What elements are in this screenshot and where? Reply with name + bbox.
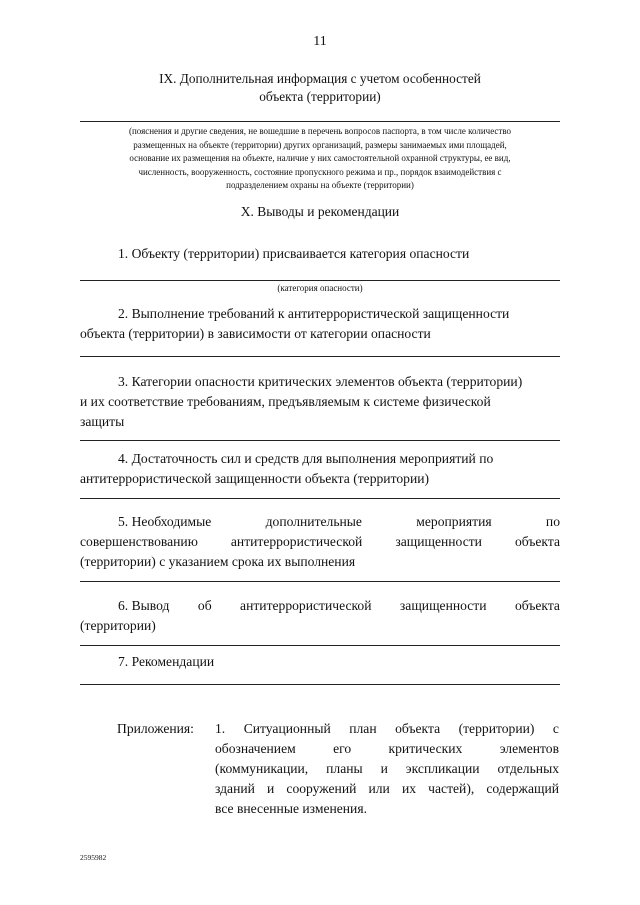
item-3-fill-line bbox=[80, 440, 560, 441]
appendix-word: план bbox=[349, 721, 377, 736]
item-5-paragraph bbox=[80, 512, 560, 572]
item-5-word: совершенствованию bbox=[80, 534, 198, 549]
appendix-line: обозначением его критических элементов bbox=[215, 741, 559, 756]
appendix-line: все внесенные изменения. bbox=[215, 801, 367, 816]
appendix-word: (территории) bbox=[458, 721, 535, 736]
section-ix-note-line: подразделением охраны на объекте (территории) bbox=[226, 180, 414, 191]
item-4-line: 4. Достаточность сил и средств для выполнения мероприятий по bbox=[118, 451, 494, 466]
item-5-word: защищенности bbox=[395, 534, 482, 549]
section-ix-note-line: (пояснения и другие сведения, не вошедшие в перечень вопросов паспорта, в том числе количество bbox=[128, 126, 512, 136]
appendix-word: Ситуационный bbox=[243, 721, 331, 736]
document-id: 2595982 bbox=[80, 853, 107, 862]
item-4-paragraph bbox=[80, 449, 560, 489]
item-5-word: по bbox=[545, 514, 560, 529]
page-number: 11 bbox=[313, 34, 327, 49]
item-4-line: антитеррористической защищенности объекта (территории) bbox=[80, 471, 430, 486]
section-ix-fill-line bbox=[80, 121, 560, 122]
item-1-caption: (категория опасности) bbox=[277, 283, 363, 293]
appendix-line: (коммуникации, планы и экспликации отдельных bbox=[215, 761, 559, 776]
item-5-fill-line bbox=[80, 581, 560, 582]
item-6-fill-line bbox=[80, 645, 560, 646]
appendix-word: 1. bbox=[215, 721, 226, 736]
item-5-word: объекта bbox=[514, 534, 560, 549]
section-x-heading: X. Выводы и рекомендации bbox=[240, 204, 400, 219]
section-ix-note-line: численность, вооруженность, состояние пропускного режима и пр., порядок взаимодействия с bbox=[138, 166, 502, 177]
item-5-line: (территории) с указанием срока их выполнения bbox=[80, 554, 356, 569]
item-2-line: 2. Выполнение требований к антитеррористической защищенности bbox=[118, 306, 510, 321]
section-ix-note-line: основание их размещения на объекте, наличие у них самостоятельной охранной структуры, ее вид, bbox=[129, 153, 511, 164]
section-ix-heading bbox=[0, 70, 640, 106]
item-1-fill-line bbox=[80, 280, 560, 281]
item-6-word: антитеррористической bbox=[240, 598, 372, 613]
item-3-line: и их соответствие требованиям, предъявляемым к системе физической bbox=[80, 394, 491, 409]
appendix-word: объекта bbox=[395, 721, 441, 736]
item-7-text: 7. Рекомендации bbox=[118, 654, 215, 669]
section-ix-heading-line1: IX. Дополнительная информация с учетом особенностей bbox=[159, 71, 481, 86]
section-ix-note bbox=[80, 125, 560, 193]
item-6-word: 6. Вывод bbox=[118, 598, 170, 613]
item-2-line: объекта (территории) в зависимости от категории опасности bbox=[80, 326, 431, 341]
appendix-item bbox=[215, 719, 559, 819]
item-4-fill-line bbox=[80, 498, 560, 499]
item-7-fill-line bbox=[80, 684, 560, 685]
item-5-word: дополнительные bbox=[265, 514, 362, 529]
item-6-paragraph bbox=[80, 596, 560, 636]
appendix-line bbox=[215, 719, 559, 739]
item-3-line: 3. Категории опасности критических элементов объекта (территории) bbox=[118, 374, 523, 389]
item-6-word: объекта bbox=[514, 598, 560, 613]
item-2-fill-line bbox=[80, 356, 560, 357]
item-5-word: антитеррористической bbox=[230, 534, 363, 549]
appendix-word: с bbox=[552, 721, 559, 736]
section-ix-note-line: размещенных на объекте (территории) других организаций, размеры занимаемых ими площадей, bbox=[133, 139, 507, 150]
item-6-word: об bbox=[197, 598, 212, 613]
section-ix-heading-line2: объекта (территории) bbox=[259, 89, 381, 104]
item-2-paragraph bbox=[80, 304, 560, 344]
item-6-word: защищенности bbox=[399, 598, 487, 613]
appendix-label: Приложения: bbox=[117, 721, 194, 736]
item-5-line bbox=[80, 532, 560, 552]
item-5-line bbox=[80, 512, 560, 532]
item-6-line: (территории) bbox=[80, 618, 156, 633]
item-5-word: мероприятия bbox=[416, 514, 492, 529]
item-1-text: 1. Объекту (территории) присваивается категория опасности bbox=[118, 246, 470, 261]
item-3-paragraph bbox=[80, 372, 560, 432]
item-3-line: защиты bbox=[80, 414, 125, 429]
item-5-word: 5. Необходимые bbox=[118, 514, 212, 529]
appendix-line: зданий и сооружений или их частей), содержащий bbox=[215, 781, 559, 796]
item-6-line bbox=[80, 596, 560, 616]
